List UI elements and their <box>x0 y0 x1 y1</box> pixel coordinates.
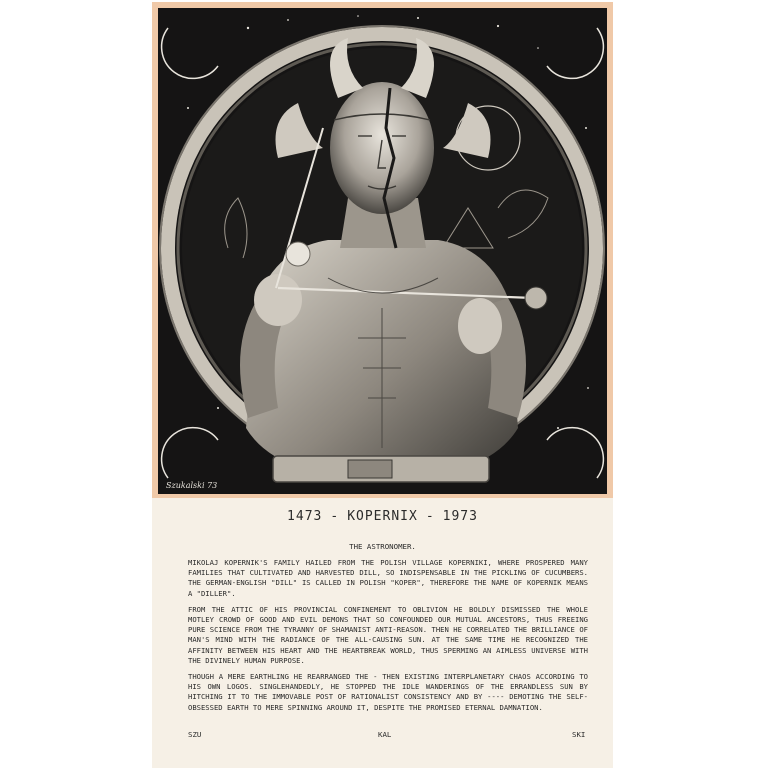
figure-head <box>330 82 434 214</box>
astronomer-illustration <box>158 8 607 494</box>
heading-dash-1: - <box>330 509 340 524</box>
signature-part-3: SKI <box>572 730 586 739</box>
paragraph-2: FROM THE ATTIC OF HIS PROVINCIAL CONFINEMENT TO OBLIVION HE BOLDLY DISMISSED THE WHOLE MOTLEY CROWD OF GOOD AND EVIL DEMONS THAT SO CONFOUNDED OUR MUTUAL ANCESTORS, THUS FREEING PURE SCIENCE FROM THE TYRANNY OF SHAMANIST ANTI-REASON. THEN HE CORRELATED THE BRILLIANCE OF MAN'S MIND WITH THE RADIANCE OF THE ALL-CAUSING SUN. AT THE SAME TIME HE RECOGNIZED THE AFFINITY BETWEEN HIS HEART AND THE HEARTBREAK WORLD, THUS SPERMING AN AIMLESS UNIVERSE WITH THE DIVINELY HUMAN PURPOSE. <box>188 604 588 665</box>
heading-year-end: 1973 <box>442 509 478 524</box>
signature-part-1: SZU <box>188 730 202 739</box>
paragraph-3: THOUGH A MERE EARTHLING HE REARRANGED THE - THEN EXISTING INTERPLANETARY CHAOS ACCORDING TO HIS OWN LOGOS. SINGLEHANDEDLY, HE STOPPED THE IDLE WANDERINGS OF THE ERRANDLESS SUN BY HITCHING IT TO THE IMMOVABLE POST OF RATIONALIST CONSISTENCY AND BY ---- DEMOTING THE SELF-OBSESSED EARTH TO MERE SPINNING AROUND IT, DESPITE THE PROMISED ETERNAL DAMNATION. <box>188 672 588 712</box>
poster-body <box>188 558 588 719</box>
poster-subtitle: THE ASTRONOMER. <box>349 542 416 551</box>
poster-card <box>152 2 613 768</box>
heading-name: KOPERNIX <box>347 509 418 524</box>
signature-part-2: KAL <box>378 730 392 739</box>
paragraph-1: MIKOLAJ KOPERNIK'S FAMILY HAILED FROM THE POLISH VILLAGE KOPERNIKI, WHERE PROSPERED MANY FAMILIES THAT CULTIVATED AND HARVESTED DILL, SO INDISPENSABLE IN THE PICKLING OF CUCUMBERS. THE GERMAN-ENGLISH "DILL" IS CALLED IN POLISH "KOPER", THEREFORE THE NAME OF KOPERNIK MEANS A "DILLER". <box>188 558 588 598</box>
heading-year-start: 1473 <box>287 509 323 524</box>
artist-signature: Szukalski 73 <box>166 481 218 490</box>
heading-dash-2: - <box>425 509 435 524</box>
artwork <box>158 8 607 494</box>
artwork-frame <box>152 2 613 498</box>
poster-heading <box>152 509 613 524</box>
